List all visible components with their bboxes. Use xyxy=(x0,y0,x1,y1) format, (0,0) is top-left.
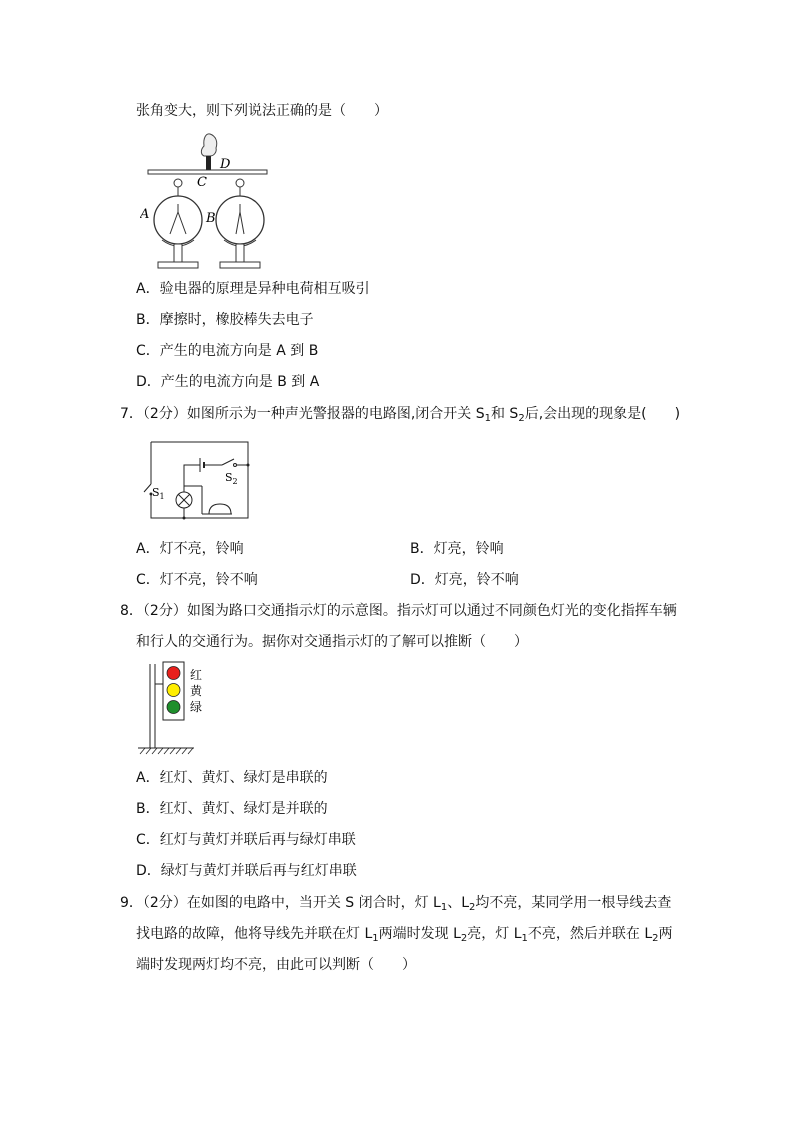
q7-stem: 7．（2分）如图所示为一种声光警报器的电路图,闭合开关 $S_1$和 $S_2$后,会出现的现象是( ) xyxy=(120,406,681,424)
q7-option-c: C．灯不亮，铃不响 xyxy=(136,572,258,588)
label-red: 红 xyxy=(190,668,203,682)
yellow-light xyxy=(167,684,180,697)
electroscope-figure xyxy=(140,130,275,275)
alarm-circuit-figure xyxy=(142,438,257,523)
switch-s1 xyxy=(144,484,151,492)
q6-option-c: C．产生的电流方向是 A 到 B xyxy=(136,343,319,359)
switch-s2 xyxy=(222,459,234,465)
q8-option-d: D．绿灯与黄灯并联后再与红灯串联 xyxy=(136,863,357,879)
green-light xyxy=(167,701,180,714)
q6-stem-line: 张角变大，则下列说法正确的是（ ） xyxy=(136,103,388,119)
label-s2: $S_2$ xyxy=(225,471,238,486)
label-s1: $S_1$ xyxy=(152,486,165,501)
bell-icon xyxy=(209,504,231,514)
q7-option-d: D．灯亮，铃不响 xyxy=(410,572,519,588)
label-a: A xyxy=(140,207,150,222)
q7-option-a: A．灯不亮，铃响 xyxy=(136,541,244,557)
label-d: D xyxy=(220,157,231,172)
q8-stem-line1: 8．（2分）如图为路口交通指示灯的示意图。指示灯可以通过不同颜色灯光的变化指挥车辆 xyxy=(120,603,677,619)
q8-option-a: A．红灯、黄灯、绿灯是串联的 xyxy=(136,770,328,786)
q9-stem-line3: 端时发现两灯均不亮，由此可以判断（ ） xyxy=(136,957,416,973)
label-c: C xyxy=(197,175,207,190)
red-light xyxy=(167,667,180,680)
q6-option-b: B．摩擦时，橡胶棒失去电子 xyxy=(136,312,314,328)
q9-stem-line1: 9．（2分）在如图的电路中，当开关 S 闭合时，灯 $L_1$、$L_2$均不亮，某同学用一根导线去查 xyxy=(120,895,672,913)
q6-option-d: D．产生的电流方向是 B 到 A xyxy=(136,374,320,390)
q8-stem-line2: 和行人的交通行为。据你对交通指示灯的了解可以推断（ ） xyxy=(136,634,528,650)
ground-hatching xyxy=(140,748,193,754)
metal-rod xyxy=(148,170,267,174)
electroscope-a xyxy=(154,179,202,268)
q9-stem-line2: 找电路的故障，他将导线先并联在灯 $L_1$两端时发现 $L_2$亮，灯 $L_1$不亮，然后并联在 $L_2$两 xyxy=(136,926,673,944)
q8-option-c: C．红灯与黄灯并联后再与绿灯串联 xyxy=(136,832,356,848)
hand-icon xyxy=(201,134,216,156)
electroscope-b xyxy=(216,179,264,268)
rubber-rod xyxy=(206,156,211,170)
q7-option-b: B．灯亮，铃响 xyxy=(410,541,504,557)
label-b: B xyxy=(206,211,216,226)
q8-option-b: B．红灯、黄灯、绿灯是并联的 xyxy=(136,801,328,817)
traffic-light-figure xyxy=(136,660,226,760)
label-green: 绿 xyxy=(190,700,203,714)
label-yellow: 黄 xyxy=(190,684,203,698)
q6-option-a: A．验电器的原理是异种电荷相互吸引 xyxy=(136,281,370,297)
